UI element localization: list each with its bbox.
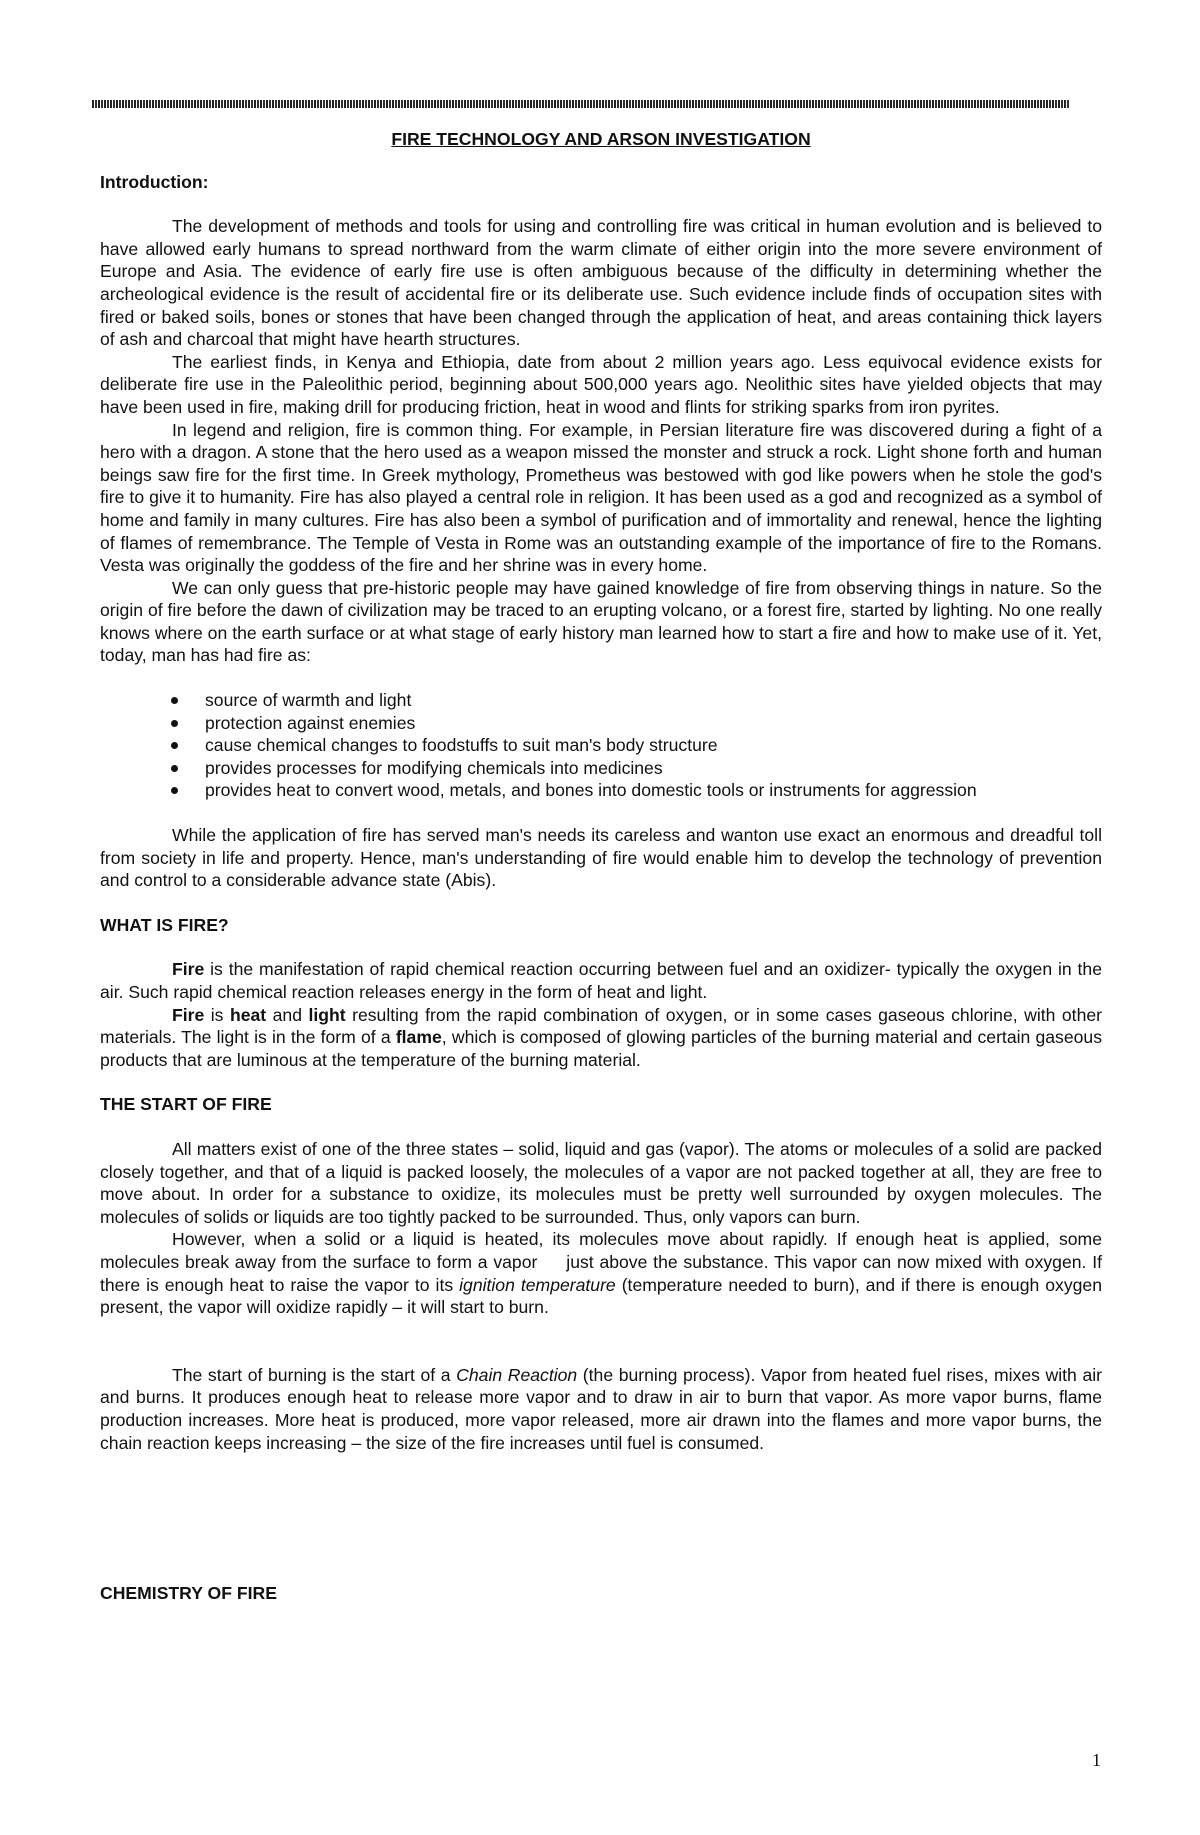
page-number: 1 bbox=[1092, 1750, 1101, 1770]
list-item: provides heat to convert wood, metals, and bones into domestic tools or instruments for aggression bbox=[100, 779, 1102, 802]
list-item: cause chemical changes to foodstuffs to suit man's body structure bbox=[100, 734, 1102, 757]
document-page bbox=[100, 128, 1102, 1605]
start-of-fire-paragraph-1: All matters exist of one of the three states – solid, liquid and gas (vapor). The atoms or molecules of a solid are packed closely together, and that of a liquid is packed loosely, the molecules of a vapor are not packed together at all, they are free to move about. In order for a substance to oxidize, its molecules must be pretty well surrounded by oxygen molecules. The molecules of solids or liquids are too tightly packed to be surrounded. Thus, only vapors can burn. bbox=[100, 1138, 1102, 1227]
list-item: protection against enemies bbox=[100, 712, 1102, 735]
intro-paragraph-1: The development of methods and tools for using and controlling fire was critical in human evolution and is believed to have allowed early humans to spread northward from the warm climate of either origin into the more severe environment of Europe and Asia. The evidence of early fire use is often ambiguous because of the difficulty in determining whether the archeological evidence is the result of accidental fire or its deliberate use. Such evidence include finds of occupation sites with fired or baked soils, bones or stones that have been changed through the application of heat, and areas containing thick layers of ash and charcoal that might have hearth structures. bbox=[100, 216, 1102, 350]
intro-heading: Introduction: bbox=[100, 171, 209, 192]
start-of-fire-paragraph-3: The start of burning is the start of a Chain Reaction (the burning process). Vapor from heated fuel rises, mixes with air and burns. It produces enough heat to release more vapor and to draw in air to burn that vapor. As more vapor burns, flame production increases. More heat is produced, more vapor released, more air drawn into the flames and more vapor burns, the chain reaction keeps increasing – the size of the fire increases until fuel is consumed. bbox=[100, 1364, 1102, 1453]
what-is-fire-heading: WHAT IS FIRE? bbox=[100, 914, 229, 935]
bullet-icon bbox=[171, 742, 178, 749]
intro-paragraph-5: While the application of fire has served man's needs its careless and wanton use exact an enormous and dreadful toll from society in life and property. Hence, man's understanding of fire would enable him to develop the technology of prevention and control to a considerable advance state (Abis). bbox=[100, 825, 1102, 891]
intro-paragraph-2: The earliest finds, in Kenya and Ethiopia, date from about 2 million years ago. Less equivocal evidence exists for deliberate fire use in the Paleolithic period, beginning about 500,000 years ago. Neolithic sites have yielded objects that may have been used in fire, making drill for producing friction, heat in wood and flints for striking sparks from iron pyrites. bbox=[100, 351, 1102, 417]
bullet-icon bbox=[171, 787, 178, 794]
what-is-fire-paragraph-1: Fire is the manifestation of rapid chemical reaction occurring between fuel and an oxidizer- typically the oxygen in the air. Such rapid chemical reaction releases energy in the form of heat and light. bbox=[100, 959, 1102, 1002]
bullet-icon bbox=[171, 765, 178, 772]
start-of-fire-heading: THE START OF FIRE bbox=[100, 1094, 272, 1115]
list-item: provides processes for modifying chemicals into medicines bbox=[100, 757, 1102, 780]
top-border-rule bbox=[92, 100, 1070, 108]
intro-paragraph-3: In legend and religion, fire is common thing. For example, in Persian literature fire was discovered during a fight of a hero with a dragon. A stone that the hero used as a weapon missed the monster and struck a rock. Light shone forth and human beings saw fire for the first time. In Greek mythology, Prometheus was bestowed with god like powers when he stole the god's fire to give it to humanity. Fire has also played a central role in religion. It has been used as a god and recognized as a symbol of home and family in many cultures. Fire has also been a symbol of purification and of immortality and renewal, hence the lighting of flames of remembrance. The Temple of Vesta in Rome was an outstanding example of the importance of fire to the Romans. Vesta was originally the goddess of the fire and her shrine was in every home. bbox=[100, 419, 1102, 576]
what-is-fire-paragraph-2: Fire is heat and light resulting from the rapid combination of oxygen, or in some cases gaseous chlorine, with other materials. The light is in the form of a flame, which is composed of glowing particles of the burning material and certain gaseous products that are luminous at the temperature of the burning material. bbox=[100, 1004, 1103, 1070]
bullet-icon bbox=[171, 720, 178, 727]
list-item: source of warmth and light bbox=[100, 689, 1102, 712]
chemistry-heading: CHEMISTRY OF FIRE bbox=[100, 1583, 277, 1604]
fire-uses-list bbox=[100, 689, 1102, 802]
document-title: FIRE TECHNOLOGY AND ARSON INVESTIGATION bbox=[391, 129, 811, 149]
bullet-icon bbox=[171, 697, 178, 704]
intro-paragraph-4: We can only guess that pre-historic people may have gained knowledge of fire from observing things in nature. So the origin of fire before the dawn of civilization may be traced to an erupting volcano, or a forest fire, started by lighting. No one really knows where on the earth surface or at what stage of early history man learned how to start a fire and how to make use of it. Yet, today, man has had fire as: bbox=[100, 577, 1102, 666]
start-of-fire-paragraph-2: However, when a solid or a liquid is heated, its molecules move about rapidly. If enough heat is applied, some molecules break away from the surface to form a vapor just above the substance. This vapor can now mixed with oxygen. If there is enough heat to raise the vapor to its ignition temperature (temperature needed to burn), and if there is enough oxygen present, the vapor will oxidize rapidly – it will start to burn. bbox=[100, 1229, 1102, 1318]
